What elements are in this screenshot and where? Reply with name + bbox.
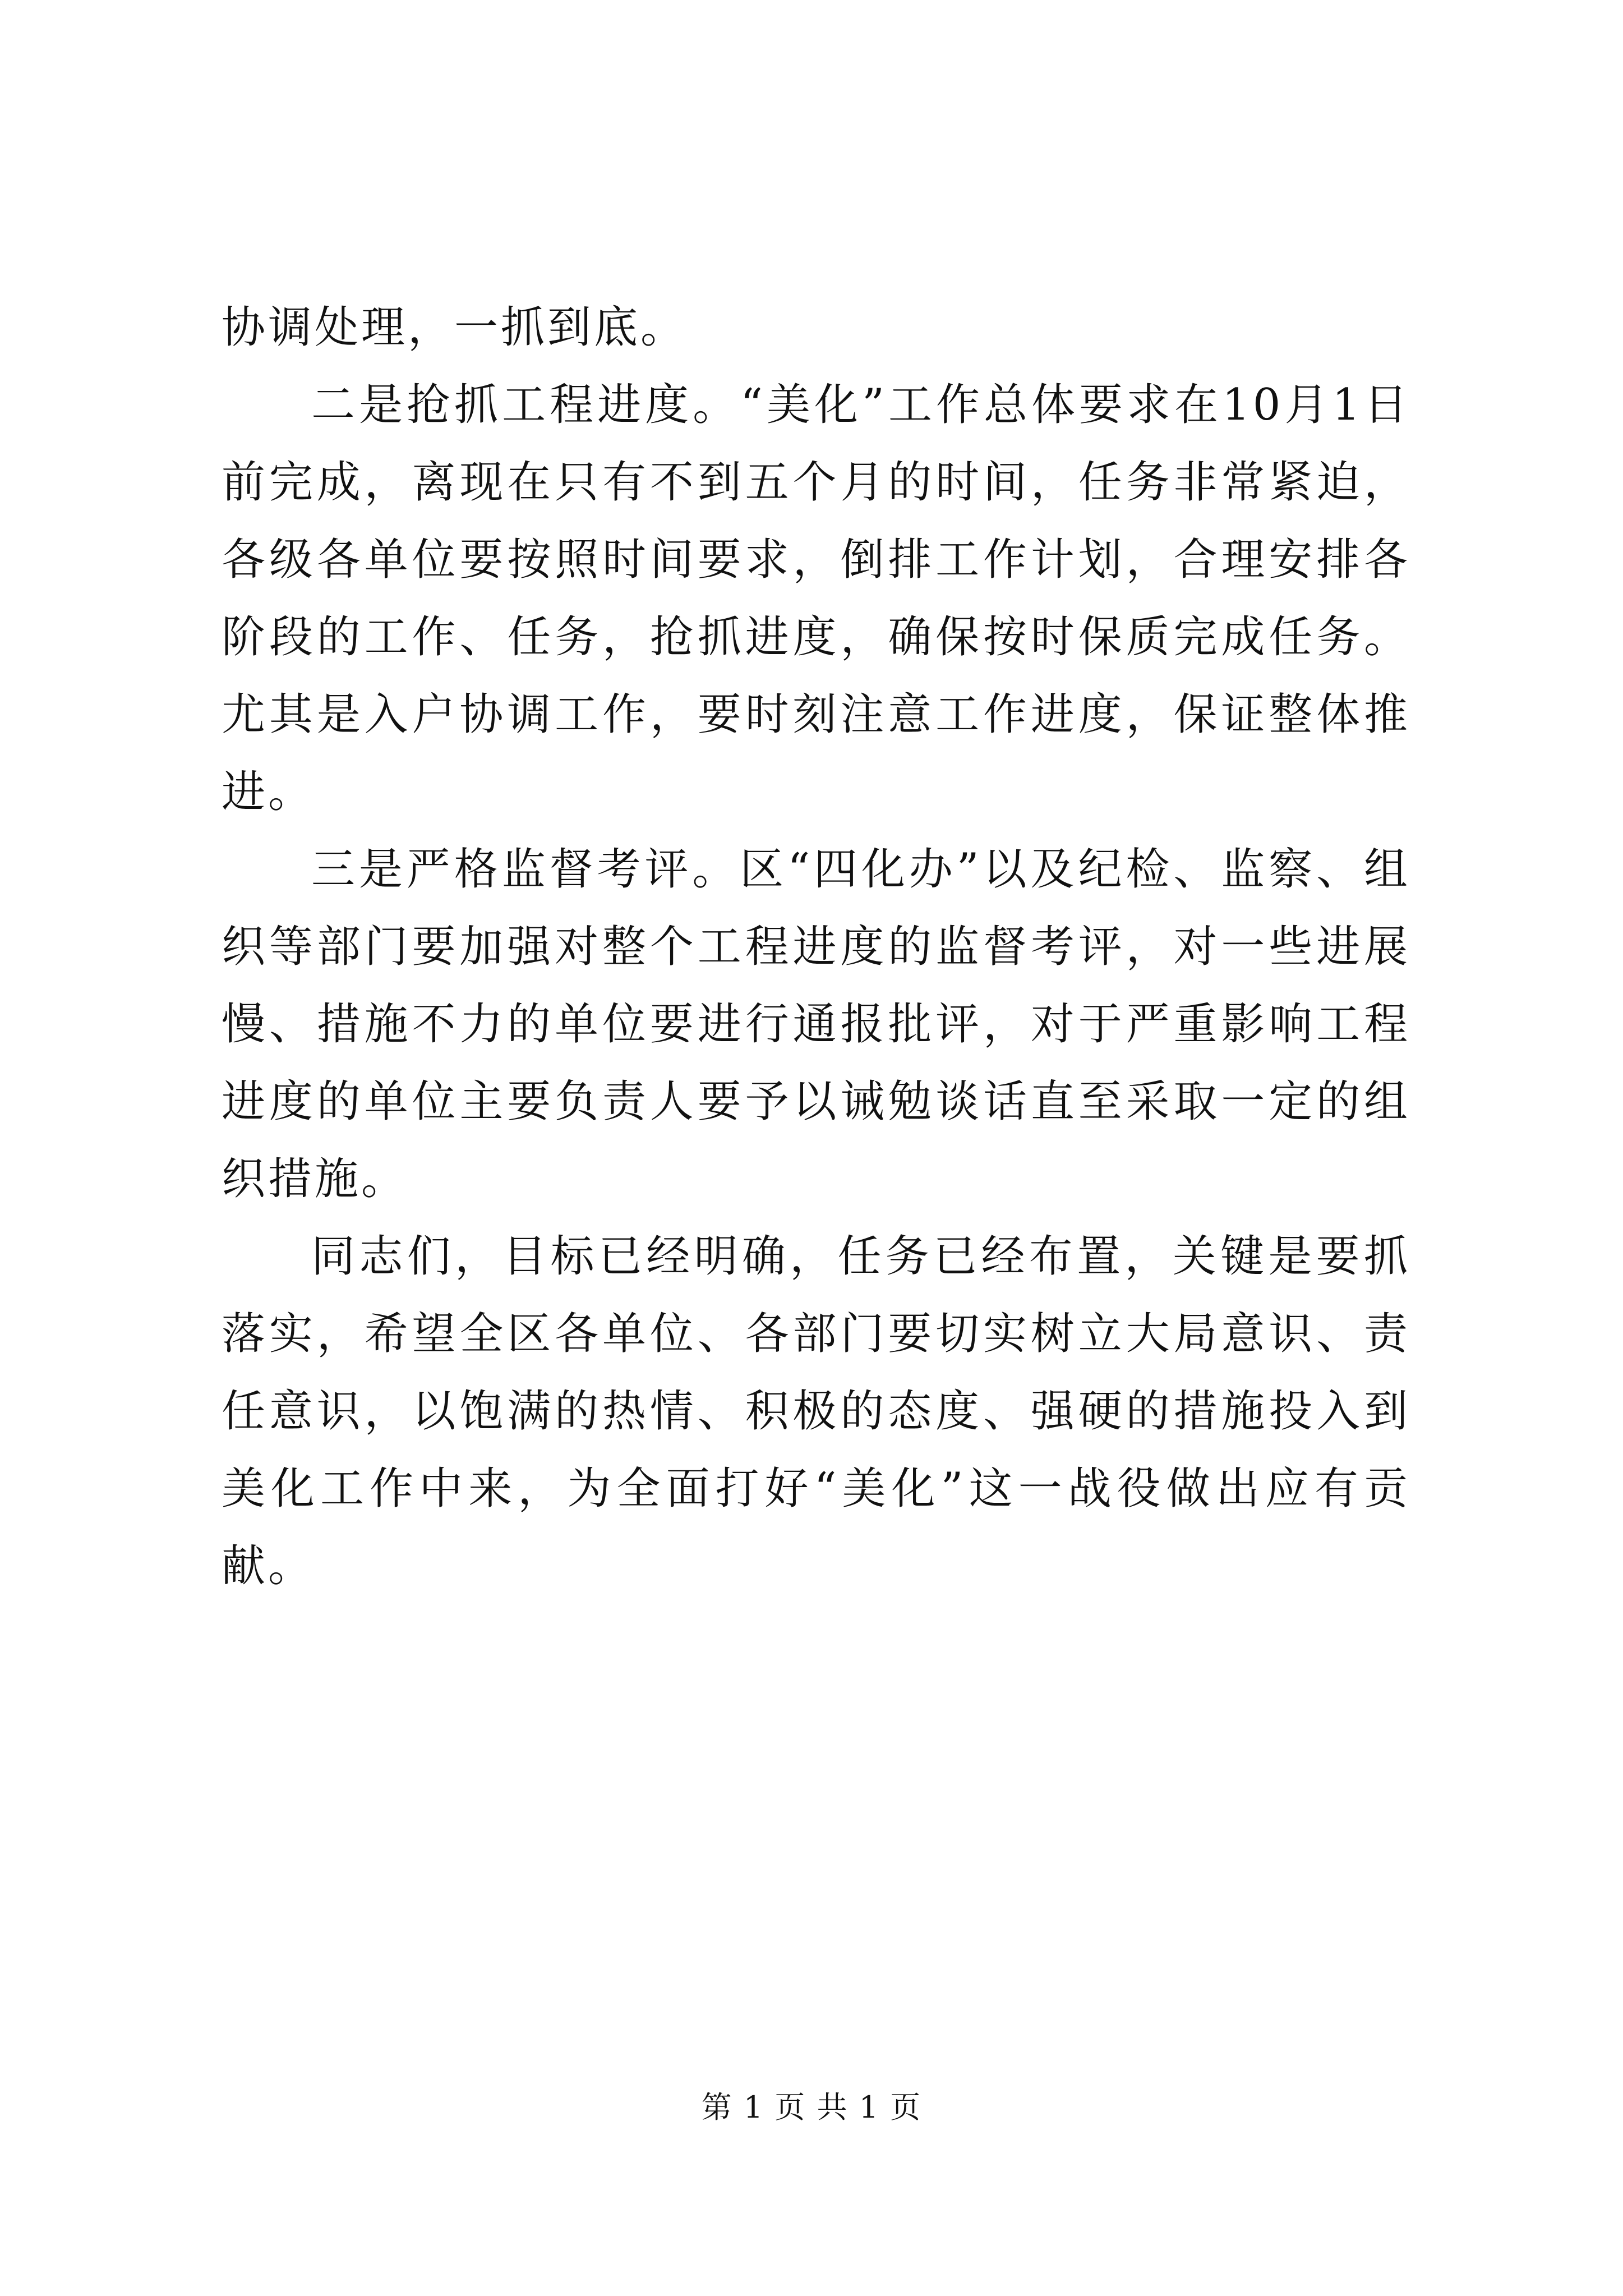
paragraph-schedule: 二是抢抓工程进度。“美化”工作总体要求在10月1日前完成，离现在只有不到五个月的时间，任务非常紧迫，各级各单位要按照时间要求，倒排工作计划，合理安排各阶段的工作、任务，抢抓进度，确保按时保质完成任务。尤其是入户协调工作，要时刻注意工作进度，保证整体推进。 xyxy=(222,380,1410,817)
paragraph-continuation: 协调处理，一抓到底。 xyxy=(222,302,688,353)
page-number-footer: 第 1 页 共 1 页 xyxy=(701,2090,922,2125)
paragraph-supervision: 三是严格监督考评。区“四化办”以及纪检、监察、组织等部门要加强对整个工程进度的监督考评，对一些进展慢、措施不力的单位要进行通报批评，对于严重影响工程进度的单位主要负责人要予以诫勉谈话直至采取一定的组织措施。 xyxy=(222,844,1410,1204)
document-body xyxy=(222,289,1410,1605)
paragraph-closing: 同志们，目标已经明确，任务已经布置，关键是要抓落实，希望全区各单位、各部门要切实树立大局意识、责任意识，以饱满的热情、积极的态度、强硬的措施投入到美化工作中来，为全面打好“美化”这一战役做出应有贡献。 xyxy=(222,1231,1410,1591)
